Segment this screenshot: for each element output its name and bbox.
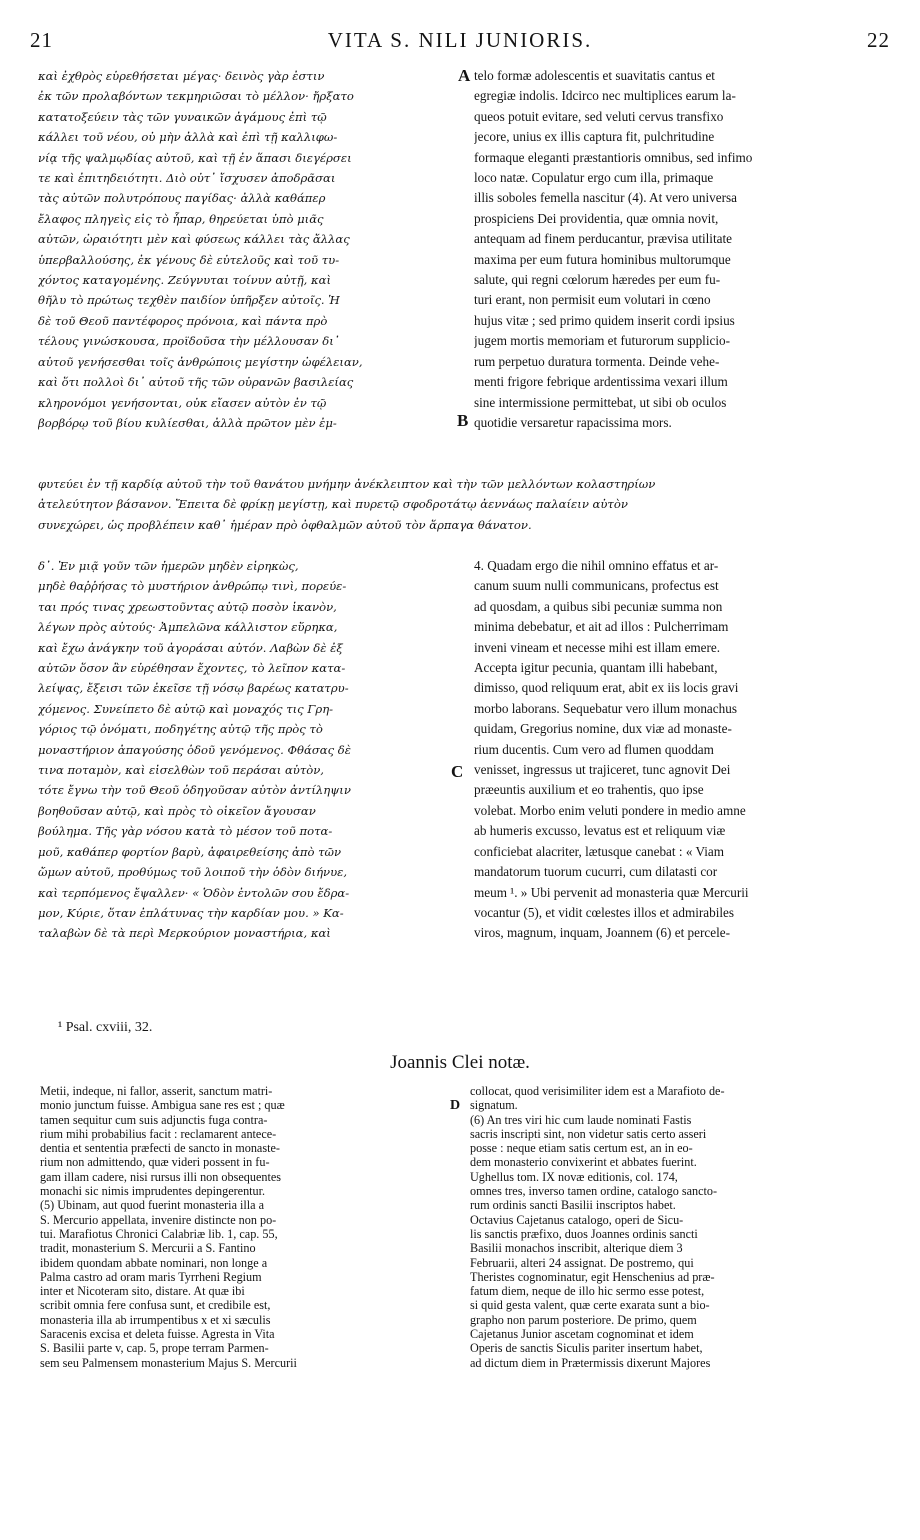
- greek-text-line: βορβόρῳ τοῦ βίου κυλίεσθαι, ἀλλὰ πρῶτον μὲν ἐμ-: [38, 415, 337, 430]
- greek-text-line: καὶ τερπόμενος ἔψαλλεν· « Ὁδὸν ἐντολῶν σου ἔδρα-: [38, 885, 350, 900]
- latin-text-line: dimisso, quod reliquum erat, abit ex iis locis gravi: [474, 680, 739, 696]
- note-text-line: Saracenis excisa et deleta fuisse. Agresta in Vita: [40, 1327, 275, 1342]
- greek-text-line: καὶ ὅτι πολλοὶ δι᾽ αὐτοῦ τῆς τῶν οὐρανῶν βασιλείας: [38, 375, 354, 390]
- greek-text-line: χόμενος. Συνείπετο δὲ αὐτῷ καὶ μοναχός τις Γρη-: [38, 701, 334, 716]
- greek-fullwidth-line: συνεχώρει, ὡς προβλέπειν καθ᾽ ἡμέραν πρὸ ὀφθαλμῶν αὐτοῦ τὸν ἅρπαγα θάνατον.: [38, 517, 532, 532]
- latin-text-line: viros, magnum, inquam, Joannem (6) et percele-: [474, 925, 730, 941]
- latin-text-line: loco natæ. Copulatur ergo cum illa, primaque: [474, 170, 714, 186]
- note-text-line: Februarii, alteri 24 assignat. De postremo, qui: [470, 1255, 694, 1270]
- greek-text-line: μοῦ, καθάπερ φορτίον βαρὺ, ἀφαιρεθείσης ἀπὸ τῶν: [38, 844, 342, 859]
- note-text-line: S. Mercurio appellata, invenire distincte non po-: [40, 1212, 277, 1227]
- greek-text-line: ὤμων αὐτοῦ, προθύμως τοῦ λοιποῦ τὴν ὁδὸν διήνυε,: [38, 865, 348, 880]
- greek-text-column: [38, 66, 454, 433]
- greek-text-column-2: [38, 556, 454, 944]
- greek-text-line: τότε ἔγνω τὴν τοῦ Θεοῦ ὁδηγοῦσαν αὐτὸν ἀντίληψιν: [38, 783, 351, 798]
- greek-text-line: ται πρός τινας χρεωστοῦντας αὐτῷ ποσὸν ἱκανὸν,: [38, 599, 337, 614]
- notes-heading: Joannis Clei notæ.: [390, 1052, 530, 1073]
- latin-text-line: Accepta igitur pecunia, quantam illi habebant,: [474, 660, 718, 676]
- greek-text-line: τινα ποταμὸν, καὶ εἰσελθὼν τοῦ περάσαι αὐτὸν,: [38, 763, 324, 778]
- note-text-line: rium non admittendo, quæ videri possent in fu-: [40, 1155, 270, 1170]
- latin-text-line: menti frigore febrique ardentissima vexari illum: [474, 374, 728, 390]
- latin-text-line: quotidie versaretur rapacissima mors.: [474, 414, 672, 430]
- latin-text-line: ad quosdam, a quibus sibi pecuniæ summa non: [474, 598, 723, 614]
- greek-text-line: θῆλυ τὸ πρώτως τεχθὲν παιδίον ὑπῆρξεν αὐτοῖς. Ἡ: [38, 293, 340, 308]
- footnote: ¹ Psal. cxviii, 32.: [58, 1020, 153, 1035]
- greek-text-line: τε καὶ ἐπιτηδειότητι. Διὸ οὐτ᾽ ἴσχυσεν ἀποδρᾶσαι: [38, 171, 336, 186]
- latin-text-line: formaque eleganti præstantioris omnibus, sed infimo: [474, 149, 753, 165]
- note-text-line: sem seu Palmensem monasterium Majus S. Mercurii: [40, 1355, 297, 1370]
- latin-text-line: vocantur (5), et vidit cœlestes illos et admirabiles: [474, 904, 735, 920]
- greek-text-line: αὐτῶν, ὡραιότητι μὲν καὶ φύσεως κάλλει τὰς ἄλλας: [38, 232, 350, 247]
- note-text-line: Basilii monachos inscribit, alterique diem 3: [470, 1241, 683, 1256]
- note-text-line: dem monasterio convixerint et abbates fuerint.: [470, 1155, 697, 1170]
- note-text-line: sacris inscripti sint, non videtur satis certo asseri: [470, 1126, 707, 1141]
- latin-text-column-2: [474, 556, 888, 944]
- note-text-line: Theristes cognominatur, egit Henschenius ad præ-: [470, 1269, 715, 1284]
- margin-marker-d: D: [450, 1098, 461, 1113]
- greek-text-line: αὐτῶν ὅσον ἂν εὑρέθησαν ἔχοντες, τὸ λεῖπον κατα-: [38, 661, 346, 676]
- greek-text-line: ἐκ τῶν προλαβόντων τεκμηριῶσαι τὸ μέλλον· ἤρξατο: [38, 89, 354, 104]
- note-text-line: Operis de sanctis Siculis pariter insertum habet,: [470, 1341, 703, 1356]
- latin-text-line: canum suum nulli communicans, profectus est: [474, 578, 719, 594]
- latin-text-line: venisset, ingressus ut trajiceret, tunc agnovit Dei: [474, 762, 731, 778]
- greek-text-line: χόντος καταγομένης. Ζεύγνυται τοίνυν αὐτῇ, καὶ: [38, 273, 332, 288]
- latin-text-line: jugem mortis memoriam et futurorum supplicio-: [474, 333, 731, 349]
- margin-marker-b: B: [457, 411, 469, 430]
- note-text-line: lis sanctis præfixo, duos Joannes ordinis sancti: [470, 1226, 698, 1241]
- greek-text-line: ταλαβὼν δὲ τὰ περὶ Μερκούριον μοναστήρια, καὶ: [38, 926, 331, 941]
- latin-text-line: ab humeris excusso, levatus est et reliquum viæ: [474, 823, 726, 839]
- notes-left-column: [40, 1084, 444, 1370]
- note-text-line: tamen sequitur cum suis adjunctis fuga contra-: [40, 1112, 268, 1127]
- latin-text-line: hujus vitæ ; sed primo quidem inserit cordi ipsius: [474, 312, 735, 328]
- latin-text-line: quidam, Gregorius nomine, dux viæ ad monaste-: [474, 721, 732, 737]
- latin-text-line: volebat. Morbo enim veluti pondere in medio amne: [474, 802, 746, 818]
- running-title: VITA S. NILI JUNIORIS.: [327, 28, 593, 52]
- latin-text-line: rium ducentis. Cum vero ad flumen quoddam: [474, 741, 714, 757]
- latin-text-column: [474, 66, 888, 433]
- greek-text-line: μηδὲ θαῤῥήσας τὸ μυστήριον ἀνθρώπῳ τινὶ, πορεύε-: [38, 579, 347, 594]
- greek-text-line: νίᾳ τῆς ψαλμῳδίας αὐτοῦ, καὶ τῇ ἐν ἅπασι διεγέρσει: [38, 150, 352, 165]
- greek-text-line: γόριος τῷ ὀνόματι, ποδηγέτης αὐτῷ τῆς πρὸς τὸ: [38, 722, 323, 737]
- greek-text-line: λέγων πρὸς αὐτούς· Ἀμπελῶνα κάλλιστον εὕρηκα,: [38, 620, 338, 635]
- greek-text-line: καὶ ἔχω ἀνάγκην τοῦ ἀγοράσαι αὐτόν. Λαβὼν δὲ ἐξ: [38, 640, 343, 655]
- note-text-line: tradit, monasterium S. Mercurii a S. Fantino: [40, 1241, 256, 1256]
- note-text-line: Palma castro ad oram maris Tyrrheni Regium: [40, 1269, 262, 1284]
- note-text-line: S. Basilii parte v, cap. 5, prope terram Parmen-: [40, 1341, 269, 1356]
- greek-text-line: καὶ ἐχθρὸς εὑρεθήσεται μέγας· δεινὸς γὰρ ἐστιν: [38, 69, 325, 83]
- note-text-line: scribit omnia fere confusa sunt, et credibile est,: [40, 1298, 271, 1313]
- greek-fullwidth-line: ἀτελεύτητον βάσανον. Ἔπειτα δὲ φρίκῃ μεγίστῃ, καὶ πυρετῷ σφοδροτάτῳ ἀεννάως παλαίειν αὐτὸν: [38, 497, 628, 512]
- greek-text-line: μον, Κύριε, ὅταν ἐπλάτυνας τὴν καρδίαν μου. » Κα-: [38, 905, 344, 920]
- greek-text-line: δὲ τοῦ Θεοῦ παντέφορος πρόνοια, καὶ πάντα πρὸ: [38, 313, 328, 328]
- page-number-right: 22: [867, 28, 890, 52]
- latin-text-line: præeuntis auxilium et eo trahentis, quo ipse: [474, 782, 704, 798]
- notes-right-column: [470, 1084, 888, 1370]
- note-text-line: omnes tres, inverso tamen ordine, catalogo sancto-: [470, 1184, 718, 1199]
- latin-text-line: rum perpetuo duratura tormenta. Deinde vehe-: [474, 353, 720, 369]
- greek-text-line: τέλους γινώσκουσα, προϊδοῦσα τὴν μέλλουσαν δι᾽: [38, 334, 340, 349]
- note-text-line: monachi sic nimis imprudentes depingerentur.: [40, 1184, 266, 1199]
- latin-text-line: conficiebat alacriter, lætusque canebat : « Viam: [474, 843, 724, 859]
- greek-text-line: κληρονόμοι γενήσονται, οὐκ εἴασεν αὐτὸν ἐν τῷ: [38, 395, 327, 410]
- note-text-line: Cajetanus Junior ascetam cognominat et idem: [470, 1327, 694, 1342]
- note-text-line: rum ordinis sancti Basilii inscriptos habet.: [470, 1198, 676, 1213]
- greek-text-line: κατατοξεύειν τὰς τῶν γυναικῶν ἀγάμους ἐπὶ τῷ: [38, 109, 327, 124]
- page-number-left: 21: [30, 28, 53, 52]
- note-text-line: inter et Nicoteram sito, distare. At quæ ibi: [40, 1284, 245, 1299]
- latin-text-line: prospiciens Dei providentia, quæ omnia novit,: [474, 210, 719, 226]
- greek-fullwidth-line: φυτεύει ἐν τῇ καρδίᾳ αὐτοῦ τὴν τοῦ θανάτου μνήμην ἀνέκλειπτον καὶ τὴν τῶν μελλόντων κολαστηρίων: [38, 477, 656, 491]
- note-text-line: posse : neque etiam satis certum est, an in eo-: [470, 1141, 693, 1156]
- latin-text-line: minima debebatur, et ait ad illos : Pulcherrimam: [474, 619, 729, 635]
- note-text-line: rium mihi probabilius facit : reclamarent antece-: [40, 1126, 277, 1141]
- note-text-line: collocat, quod verisimiliter idem est a Marafioto de-: [470, 1084, 725, 1098]
- latin-text-line: salute, qui regni cœlorum hæredes per eum fu-: [474, 272, 721, 288]
- note-text-line: grapho non parum posteriore. De primo, quem: [470, 1312, 697, 1327]
- latin-text-line: antequam ad finem perducantur, prævisa utilitate: [474, 231, 733, 247]
- latin-text-line: morbo laborans. Sequebatur vero illum monachus: [474, 700, 737, 716]
- note-text-line: ibidem quondam abbate nominari, non longe a: [40, 1255, 268, 1270]
- greek-text-line: λείψας, ἔξεισι τῶν ἐκεῖσε τῇ νόσῳ βαρέως κατατρυ-: [38, 681, 349, 696]
- greek-text-line: δ᾽. Ἐν μιᾷ γοῦν τῶν ἡμερῶν μηδὲν εἰρηκὼς,: [38, 559, 299, 573]
- note-text-line: ad dictum diem in Prætermissis dixerunt Majores: [470, 1355, 711, 1370]
- running-header: [30, 28, 890, 58]
- greek-text-line: μοναστήριον ἀπαγούσης ὁδοῦ γενόμενος. Φθάσας δὲ: [38, 742, 351, 757]
- latin-text-line: illis soboles femella nascitur (4). At vero universa: [474, 190, 737, 206]
- note-text-line: si quid gesta valent, quæ certe exarata sunt a bio-: [470, 1298, 710, 1313]
- note-text-line: signatum.: [470, 1098, 518, 1113]
- note-text-line: monio junctum fuisse. Ambigua sane res est ; quæ: [40, 1098, 285, 1113]
- latin-text-line: egregiæ indolis. Idcirco nec multiplices earum la-: [474, 88, 736, 104]
- greek-text-line: τὰς αὐτῶν πολυτρόπους παγίδας· ἀλλὰ καθάπερ: [38, 191, 326, 206]
- greek-text-line: ὑπερβαλλούσης, ἐκ γένους δὲ εὐτελοῦς καὶ τοῦ τυ-: [38, 252, 340, 267]
- note-text-line: monasteria illa ab irrumpentibus x et xi sæculis: [40, 1312, 271, 1327]
- margin-marker-c: C: [451, 762, 464, 781]
- note-text-line: (6) An tres viri hic cum laude nominati Fastis: [470, 1112, 692, 1127]
- latin-text-line: queos potuit evitare, sed veluti cervus transfixo: [474, 108, 724, 124]
- greek-text-line: αὐτοῦ γενήσεσθαι τοῖς ἀνθρώποις μεγίστην ὠφέλειαν,: [38, 354, 363, 369]
- latin-text-line: 4. Quadam ergo die nihil omnino effatus et ar-: [474, 558, 719, 573]
- note-text-line: gam illam cadere, nisi rursus illi non obsequentes: [40, 1169, 281, 1184]
- latin-text-line: sine intermissione permittebat, ut sibi ob oculos: [474, 394, 727, 410]
- greek-text-line: ἔλαφος πληγεὶς εἰς τὸ ἧπαρ, θηρεύεται ὑπὸ μιᾶς: [38, 211, 324, 226]
- greek-text-line: βοηθοῦσαν αὐτῷ, καὶ πρὸς τὸ οἰκεῖον ἄγουσαν: [38, 803, 316, 818]
- note-text-line: Ughellus tom. IX novæ editionis, col. 174,: [470, 1169, 678, 1184]
- note-text-line: (5) Ubinam, aut quod fuerint monasteria illa a: [40, 1198, 265, 1213]
- latin-text-line: mandatorum tuorum cucurri, cum dilatasti cor: [474, 864, 718, 880]
- note-text-line: Octavius Cajetanus catalogo, operi de Sicu-: [470, 1212, 684, 1227]
- note-text-line: Metii, indeque, ni fallor, asserit, sanctum matri-: [40, 1084, 273, 1098]
- latin-text-line: jecore, unius ex illis captura fit, pulchritudine: [474, 129, 715, 145]
- latin-text-line: telo formæ adolescentis et suavitatis cantus et: [474, 68, 715, 83]
- note-text-line: dentia et sententia præfecti de sancto in monaste-: [40, 1141, 280, 1156]
- note-text-line: tui. Marafiotus Chronici Calabriæ lib. 1, cap. 55,: [40, 1226, 278, 1241]
- greek-text-line: κάλλει τοῦ νέου, οὐ μὴν ἀλλὰ καὶ ἐπὶ τῇ καλλιφω-: [38, 130, 338, 145]
- latin-text-line: turi erant, non permisit eum volutari in cœno: [474, 292, 711, 308]
- latin-text-line: maxima per eum futura hominibus multorumque: [474, 251, 731, 267]
- margin-marker-a: A: [458, 66, 471, 85]
- latin-text-line: inveni vineam et necesse mihi est illam emere.: [474, 639, 721, 655]
- note-text-line: fatum diem, neque de illo hic sermo esse potest,: [470, 1284, 705, 1299]
- latin-text-line: meum ¹. » Ubi pervenit ad monasteria quæ Mercurii: [474, 884, 749, 900]
- greek-text-line: βούλημα. Τῆς γὰρ νόσου κατὰ τὸ μέσον τοῦ ποτα-: [38, 824, 333, 839]
- greek-fullwidth-text: [38, 474, 888, 535]
